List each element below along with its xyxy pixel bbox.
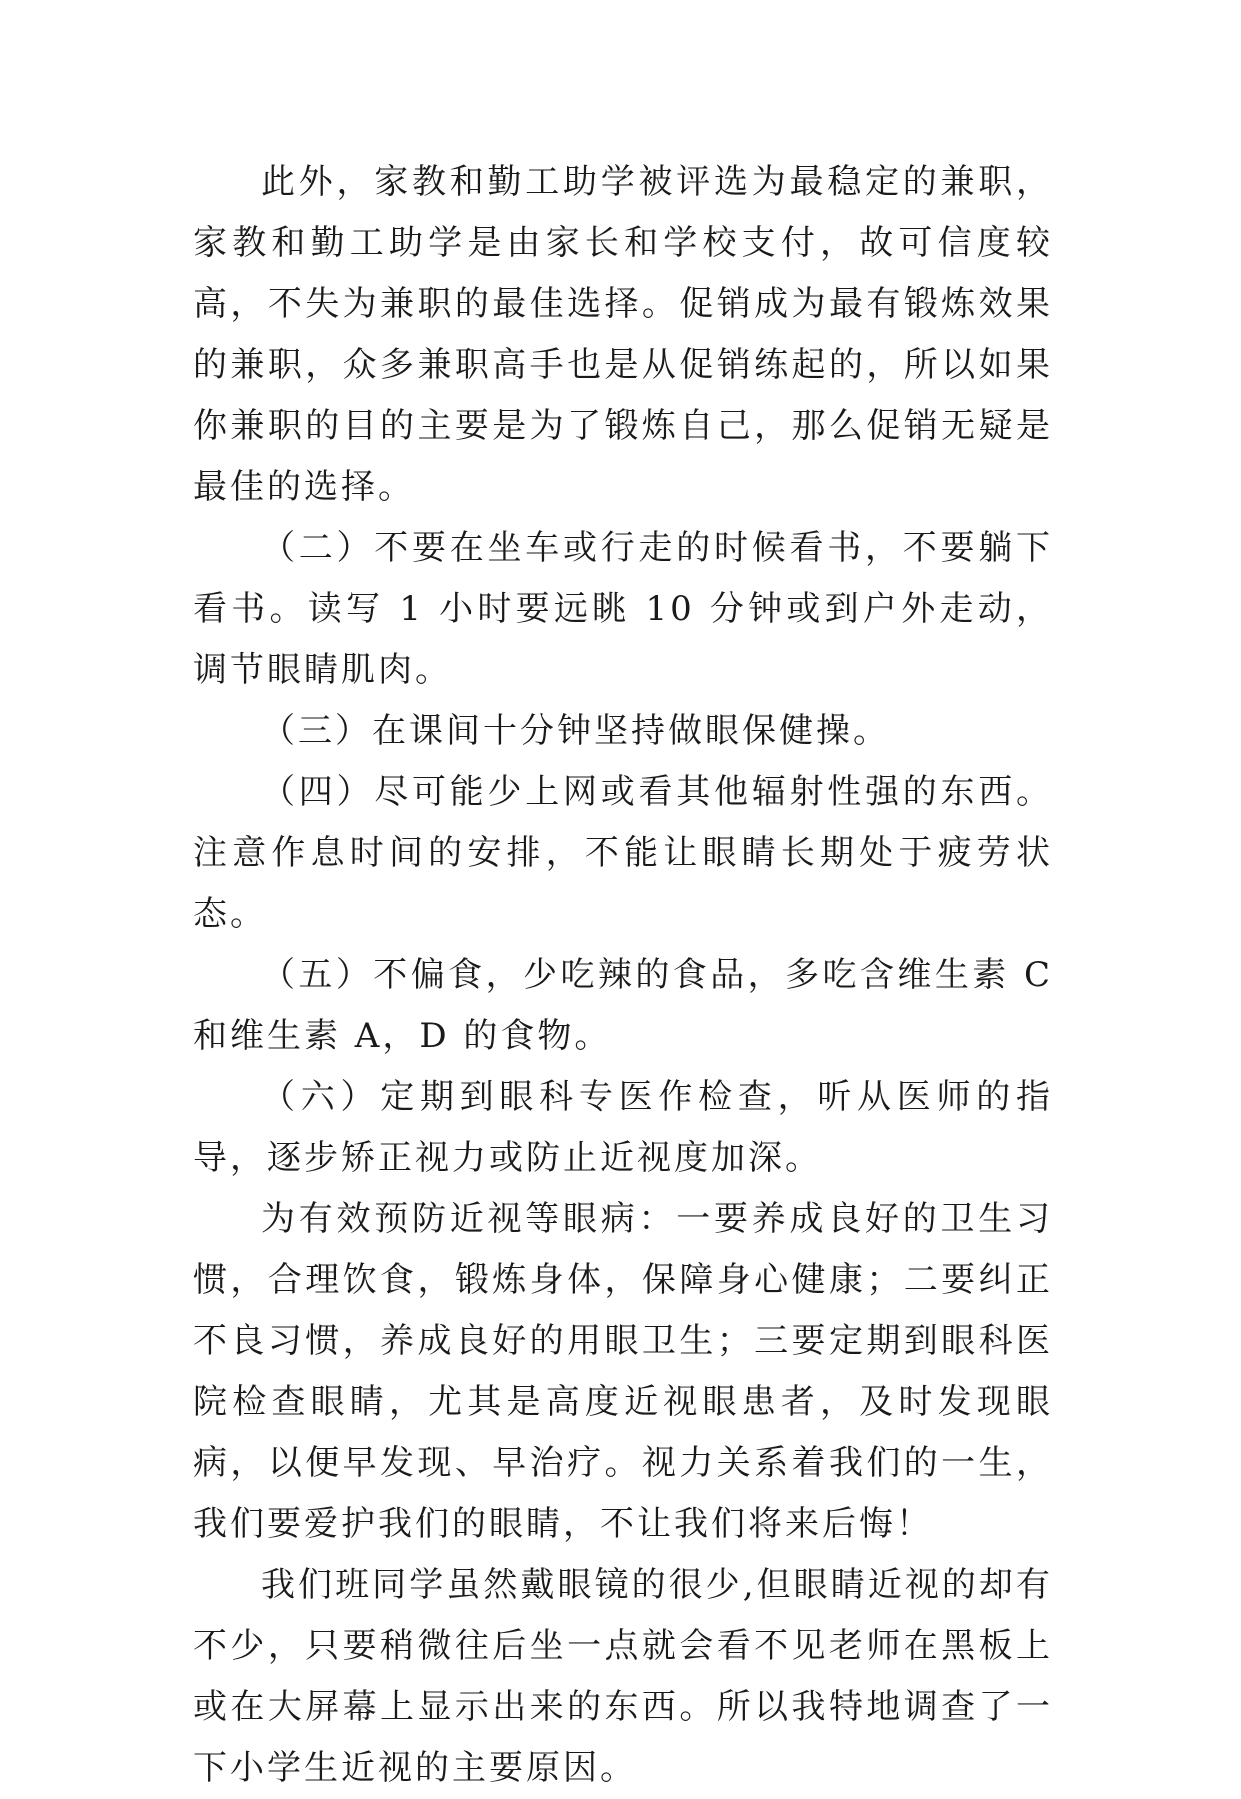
paragraph-class-survey: 我们班同学虽然戴眼镜的很少,但眼睛近视的却有不少，只要稍微往后坐一点就会看不见老师在黑板上或在大屏幕上显示出来的东西。所以我特地调查了一下小学生近视的主要原因。 <box>193 1565 1053 1788</box>
paragraph-tip-six: （六）定期到眼科专医作检查，听从医师的指导，逐步矫正视力或防止近视度加深。 <box>193 1077 1053 1178</box>
paragraph-tip-four: （四）尽可能少上网或看其他辐射性强的东西。注意作息时间的安排，不能让眼睛长期处于疲劳状态。 <box>193 772 1053 934</box>
paragraph-part-time-jobs: 此外，家教和勤工助学被评选为最稳定的兼职，家教和勤工助学是由家长和学校支付，故可信度较高，不失为兼职的最佳选择。促销成为最有锻炼效果的兼职，众多兼职高手也是从促销练起的，所以如果你兼职的目的主要是为了锻炼自己，那么促销无疑是最佳的选择。 <box>193 162 1053 507</box>
document-body <box>193 152 1053 1799</box>
paragraph-tip-two: （二）不要在坐车或行走的时候看书，不要躺下看书。读写 1 小时要远眺 10 分钟或到户外走动，调节眼睛肌肉。 <box>193 528 1053 690</box>
paragraph-tip-five: （五）不偏食，少吃辣的食品，多吃含维生素 C 和维生素 A，D 的食物。 <box>193 955 1053 1056</box>
paragraph-prevention-summary: 为有效预防近视等眼病：一要养成良好的卫生习惯，合理饮食，锻炼身体，保障身心健康；二要纠正不良习惯，养成良好的用眼卫生；三要定期到眼科医院检查眼睛，尤其是高度近视眼患者，及时发现眼病，以便早发现、早治疗。视力关系着我们的一生，我们要爱护我们的眼睛，不让我们将来后悔！ <box>193 1199 1053 1544</box>
paragraph-tip-three: （三）在课间十分钟坚持做眼保健操。 <box>261 711 890 751</box>
